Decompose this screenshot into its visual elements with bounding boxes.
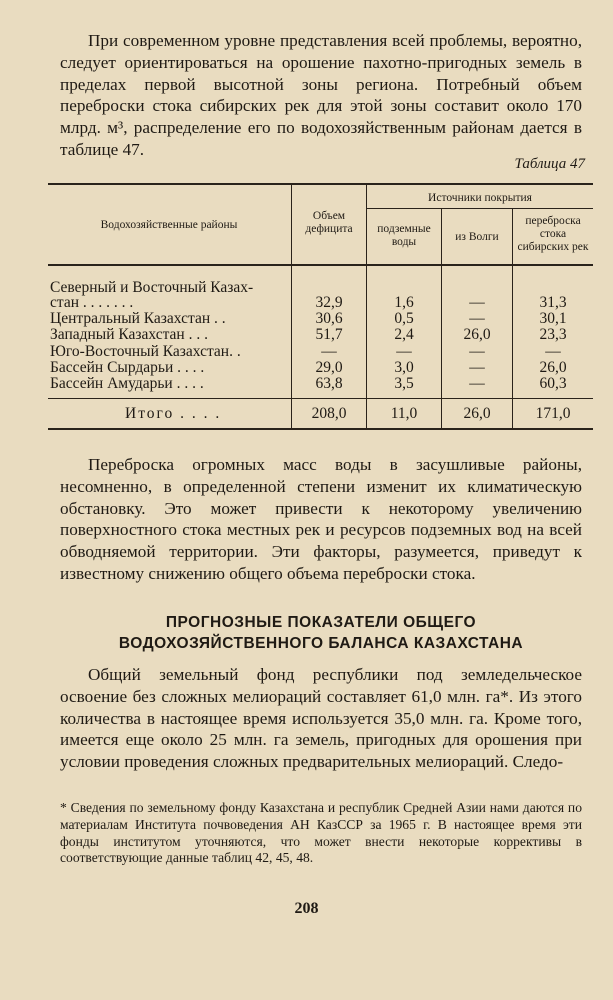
cell-volga: — [469,310,485,327]
sources-header-rule [366,208,593,209]
cell-volga: — [469,343,485,360]
cell-siberian: 26,0 [539,359,567,376]
cell-siberian: 60,3 [539,375,567,392]
cell-deficit: 32,9 [315,294,343,311]
cell-underground: 3,0 [394,359,414,376]
cell-underground: 1,6 [394,294,414,311]
cell-siberian: 23,3 [539,326,567,343]
table-row-label: Центральный Казахстан . . [50,310,226,327]
table-col-divider [512,209,513,428]
cell-underground: 2,4 [394,326,414,343]
total-siberian: 171,0 [535,405,571,422]
cell-deficit: 63,8 [315,375,343,392]
cell-deficit: 51,7 [315,326,343,343]
header-deficit: Объем дефицита [305,210,353,235]
table-total-label: Итого . . . . [125,405,222,422]
total-volga: 26,0 [463,405,491,422]
section-heading-line2: ВОДОХОЗЯЙСТВЕННОГО БАЛАНСА КАЗАХСТАНА [118,635,524,652]
cell-deficit: — [321,343,337,360]
table-caption: Таблица 47 [514,156,585,172]
cell-volga: — [469,294,485,311]
total-underground: 11,0 [390,405,418,422]
table-bottom-rule [48,428,593,430]
table-row-label: Юго-Восточный Казахстан. . [50,343,241,360]
cell-deficit: 29,0 [315,359,343,376]
cell-underground: 3,5 [394,375,414,392]
header-region: Водохозяйственные районы [100,219,238,231]
section-heading [60,612,582,654]
table-row-label: Западный Казахстан . . . [50,326,208,343]
table-row-label: Северный и Восточный Казах- [50,279,254,296]
table-top-rule [48,183,593,185]
paragraph-land-fund: Общий земельный фонд республики под земледельческое освоение без сложных мелиораций составляет 61,0 млн. га*. Из этого количества в настоящее время используется 35,0 млн. га. Кроме того, имеется еще около 25 млн. га земель, пригодных для орошения при условии проведения сложных предварительных мелиораций. Следо- [60,665,582,772]
cell-volga: 26,0 [463,326,491,343]
cell-siberian: — [545,343,561,360]
table-row-label: Бассейн Амударьи . . . . [50,375,204,392]
cell-underground: 0,5 [394,310,414,327]
header-sources: Источники покрытия [428,192,532,204]
cell-volga: — [469,359,485,376]
total-deficit: 208,0 [311,405,347,422]
cell-volga: — [469,375,485,392]
table-col-divider [291,185,292,428]
header-volga: из Волги [455,231,499,243]
header-siberian: переброска стока сибирских рек [517,215,589,253]
page-number: 208 [294,900,319,917]
cell-deficit: 30,6 [315,310,343,327]
table-col-divider [441,209,442,428]
table-row-label: стан . . . . . . . [50,294,134,311]
cell-siberian: 30,1 [539,310,567,327]
header-underground: подземные воды [377,223,431,248]
cell-underground: — [396,343,412,360]
table-col-divider [366,185,367,428]
section-heading-line1: ПРОГНОЗНЫЕ ПОКАЗАТЕЛИ ОБЩЕГО [165,614,477,631]
paragraph-intro: При современном уровне представления всей проблемы, вероятно, следует ориентироваться на орошение пахотно-пригодных земель в пределах первой высотной зоны региона. Потребный объем переброски стока сибирских рек для этой зоны составит около 170 млрд. м³, распределение его по водохозяйственным районам дается в таблице 47. [60,31,582,159]
paragraph-transfer: Переброска огромных масс воды в засушливые районы, несомненно, в определенной степени изменит их климатическую обстановку. Это может привести к некоторому увеличению поверхностного стока местных рек и ресурсов подземных вод на всей обводняемой территории. Эти факторы, разумеется, приведут к известному снижению общего объема переброски стока. [60,455,582,583]
cell-siberian: 31,3 [539,294,567,311]
footnote: * Сведения по земельному фонду Казахстана и республик Средней Азии нами даются по материалам Института почвоведения АН КазССР за 1965 г. В настоящее время эти фонды институтом уточняются, что может внести некоторые коррективы в соответствующие данные таблиц 42, 45, 48. [60,800,582,866]
table-row-label: Бассейн Сырдарьи . . . . [50,359,205,376]
